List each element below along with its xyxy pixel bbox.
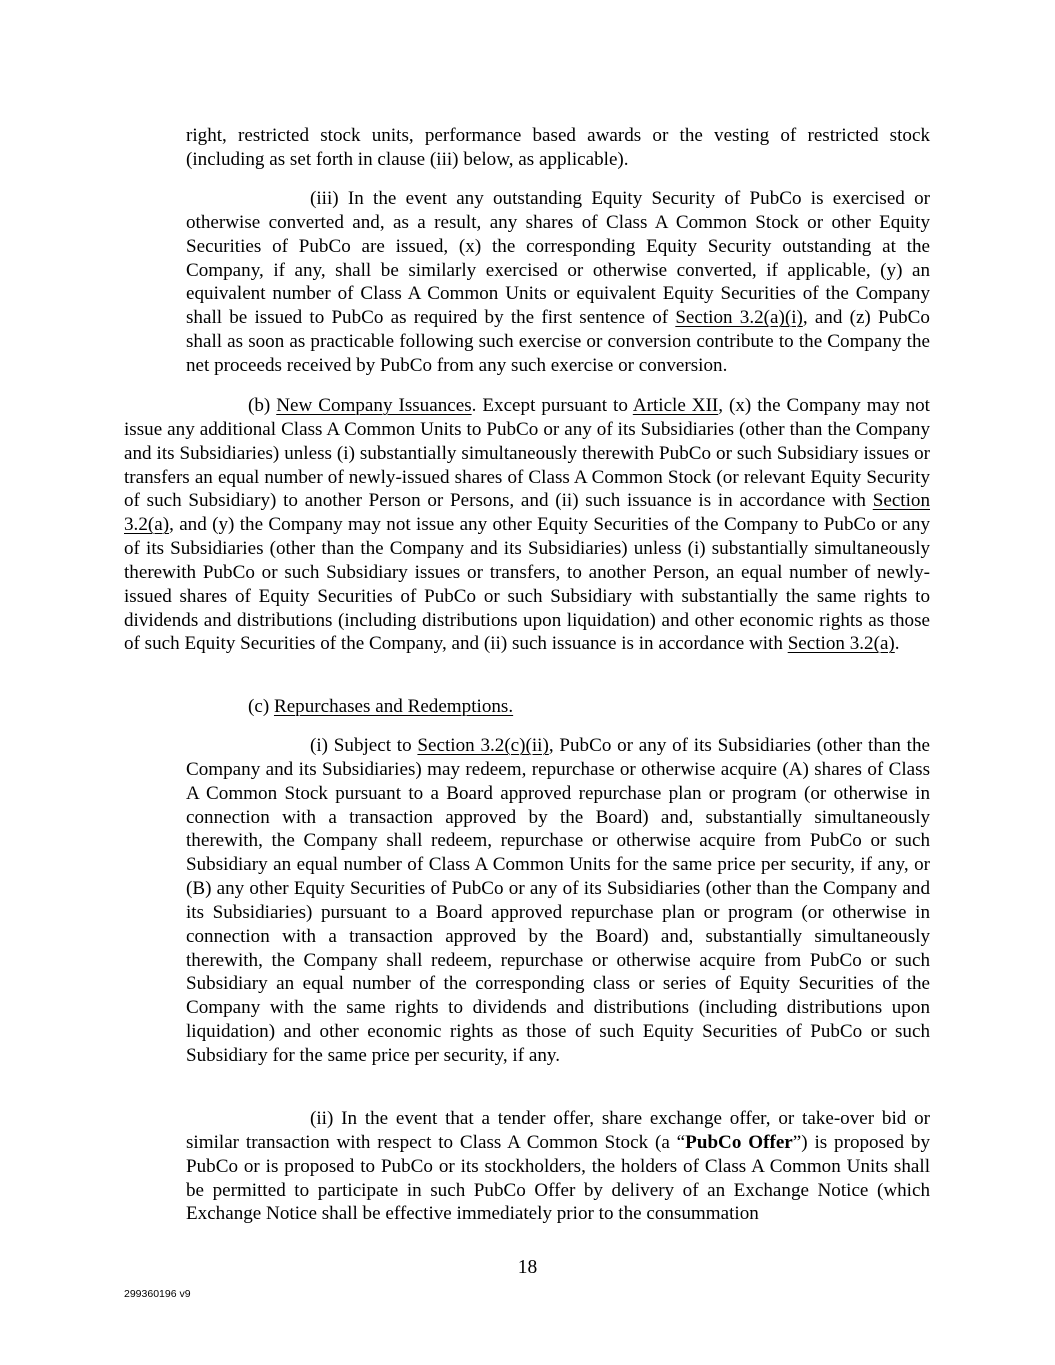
text-run: . [894,633,900,655]
document-id: 299360196 v9 [124,1288,191,1300]
text-run: ”) is proposed by PubCo or is proposed to PubCo or its stockholders, the holders of Class A Common Units shall be permitted to participate in such PubCo Offer by delivery of an Exchange Notice (which Exchange Notice shall be effective immediately prior to the consummation [186,1131,931,1225]
paragraph-i-repurchases [186,734,930,1068]
cross-reference: Section 3.2(c)(ii) [417,735,549,756]
text-run: right, restricted stock units, performance based awards or the vesting of restricted stock (including as set forth in clause (iii) below, as applicable). [186,125,930,170]
defined-term: PubCo Offer [685,1131,793,1153]
text-run: , and (y) the Company may not issue any other Equity Securities of the Company to PubCo or any of its Subsidiaries (other than the Company and its Subsidiaries) unless (i) substantially simultaneously therewith PubCo or such Subsidiary issues or transfers, to another Person, an equal number of newly-issued shares of Equity Securities of PubCo or such Subsidiary with substantially the same rights to dividends and distributions (including distributions upon liquidation) and other economic rights as those of such Equity Securities of the Company, and (ii) such issuance is in accordance with [124,514,930,655]
cross-reference: Article XII [632,395,719,416]
text-run: , and (z) PubCo shall as soon as practicable following such exercise or conversion contribute to the Company the net proceeds received by PubCo from any such exercise or conversion. [186,307,930,376]
cross-reference: Repurchases and Redemptions. [273,696,514,717]
paragraph-continuation [186,124,930,172]
paragraph-c-repurchases-heading [124,695,930,719]
text-run: , (x) the Company may not issue any additional Class A Common Units to PubCo or any of its Subsidiaries (other than the Company and its Subsidiaries) unless (i) substantially simultaneously therewith PubCo or such Subsidiary issues or transfers an equal number of newly-issued shares of Class A Common Stock (or relevant Equity Security of such Subsidiary) to another Person or Persons, and (ii) such issuance is in accordance with [124,395,930,512]
text-run: (b) [248,395,277,416]
cross-reference: Section 3.2(a) [124,490,930,536]
text-run: (i) Subject to [310,735,418,756]
cross-reference: New Company Issuances [276,395,472,416]
paragraph-ii-pubco-offer [186,1107,930,1226]
cross-reference: Section 3.2(a) [787,633,895,655]
text-run: (iii) In the event any outstanding Equity Security of PubCo is exercised or otherwise converted and, as a result, any shares of Class A Common Stock or other Equity Securities of PubCo are issued, (x) the corresponding Equity Security outstanding at the Company, if any, shall be similarly exercised or otherwise converted, if applicable, (y) an equivalent number of Class A Common Units or equivalent Equity Securities of the Company shall be issued to PubCo as required by the first sentence of [186,188,930,329]
text-run: , PubCo or any of its Subsidiaries (other than the Company and its Subsidiaries) may redeem, repurchase or otherwise acquire (A) shares of Class A Common Stock pursuant to a Board approved repurchase plan or program (or otherwise in connection with a transaction approved by the Board) and, substantially simultaneously therewith, the Company shall redeem, repurchase or otherwise acquire from PubCo or such Subsidiary an equal number of Class A Common Units for the same price per security, if any, or (B) any other Equity Securities of PubCo or any of its Subsidiaries (other than the Company and its Subsidiaries) pursuant to a Board approved repurchase plan or program (or otherwise in connection with a transaction approved by the Board) and, substantially simultaneously therewith, the Company shall redeem, repurchase or otherwise acquire from PubCo or such Subsidiary an equal number of the corresponding class or series of Equity Securities of the Company with the same rights to dividends and distributions (including distributions upon liquidation) and other economic rights as those of such Equity Securities of PubCo or such Subsidiary for the same price per security, if any. [186,735,930,1066]
cross-reference: Section 3.2(a)(i) [675,307,803,329]
paragraph-iii-equity-exercise [186,187,930,378]
text-run: (c) [248,696,274,717]
text-run: . Except pursuant to [471,395,633,416]
text-run: (ii) In the event that a tender offer, share exchange offer, or take-over bid or similar transaction with respect to Class A Common Stock (a “ [186,1108,930,1153]
page-number: 18 [517,1257,538,1278]
paragraph-b-new-company-issuances [124,394,930,656]
